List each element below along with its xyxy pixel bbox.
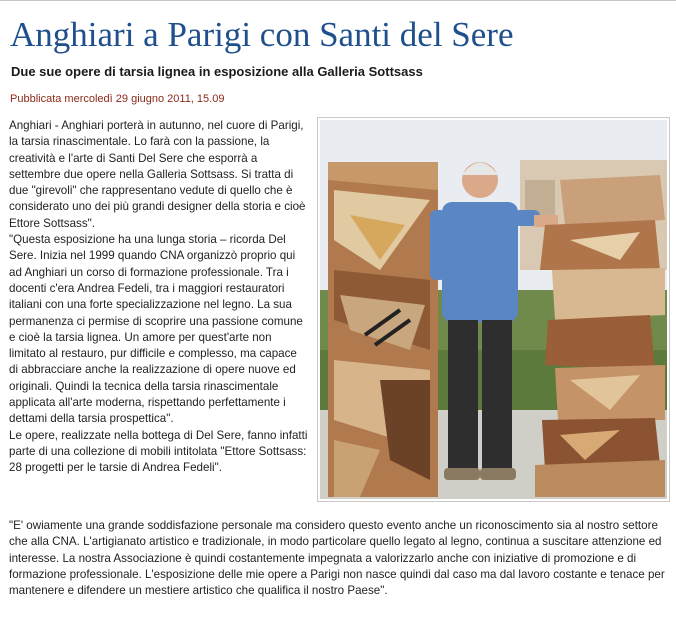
publish-date: Pubblicata mercoledì 29 giugno 2011, 15.09	[10, 93, 225, 105]
paragraph-closing: "E' owiamente una grande soddisfazione personale ma considero questo evento anche un riconoscimento sia al nostro settore che alla CNA. L'artigianato artistico e tradizionale, in modo particolare quello legato al legno, continua a suscitare attenzione ed interesse. La nostra Associazione è quindi costantemente impegnata a valorizzarlo anche con iniziative di promozione e di formazione professionale. L'esposizione delle mie opere a Parigi non nasce quindi dal caso ma dal lavoro costante e tenace per mantenere e difendere un mestiere artistico che qualifica il nostro Paese".	[9, 519, 665, 598]
article-body-wide	[9, 518, 671, 599]
paragraph-works: Le opere, realizzate nella bottega di Del Sere, fanno infatti parte di una collezione di mobili intitolata "Ettore Sottsass: 28 progetti per le tarsie di Andrea Fedeli".	[9, 428, 308, 475]
paragraph-intro: Anghiari - Anghiari porterà in autunno, nel cuore di Parigi, la tarsia rinascimentale. Lo farà con la passione, la creatività e l'arte di Santi Del Sere che esporrà a settembre due opere nella Galleria Sottsass. Si tratta di due "girevoli" che rappresentano vedute di quello che è considerato uno dei più grandi designer della storia e cioè Ettore Sottsass".	[9, 119, 306, 230]
top-divider	[0, 0, 676, 7]
photo-illustration	[320, 120, 667, 499]
page-title: Anghiari a Parigi con Santi del Sere	[10, 15, 514, 54]
left-inlaid-sculpture	[328, 162, 438, 497]
paragraph-quote: "Questa esposizione ha una lunga storia – ricorda Del Sere. Inizia nel 1999 quando CNA organizzò proprio qui ad Anghiari un corso di formazione professionale. Tra i docenti c'era Andrea Fedeli, tra i maggiori restauratori italiani con una forte specializzazione nel legno. La sua permanenza ci permise di scoprire una passione comune e cioè la tarsia lignea. Un amore per quest'arte non limitato al restauro, pur difficile e complesso, ma capace di abbracciare anche la realizzazione di opere nuove ed originali. Quindi la tecnica della tarsia rinascimentale applicata all'arte moderna, rispettando perfettamente i dettami della tarsia prospettica".	[9, 233, 303, 426]
article-body-side	[9, 118, 309, 477]
article-subtitle: Due sue opere di tarsia lignea in esposizione alla Galleria Sottsass	[11, 64, 423, 79]
article-photo	[317, 117, 670, 502]
